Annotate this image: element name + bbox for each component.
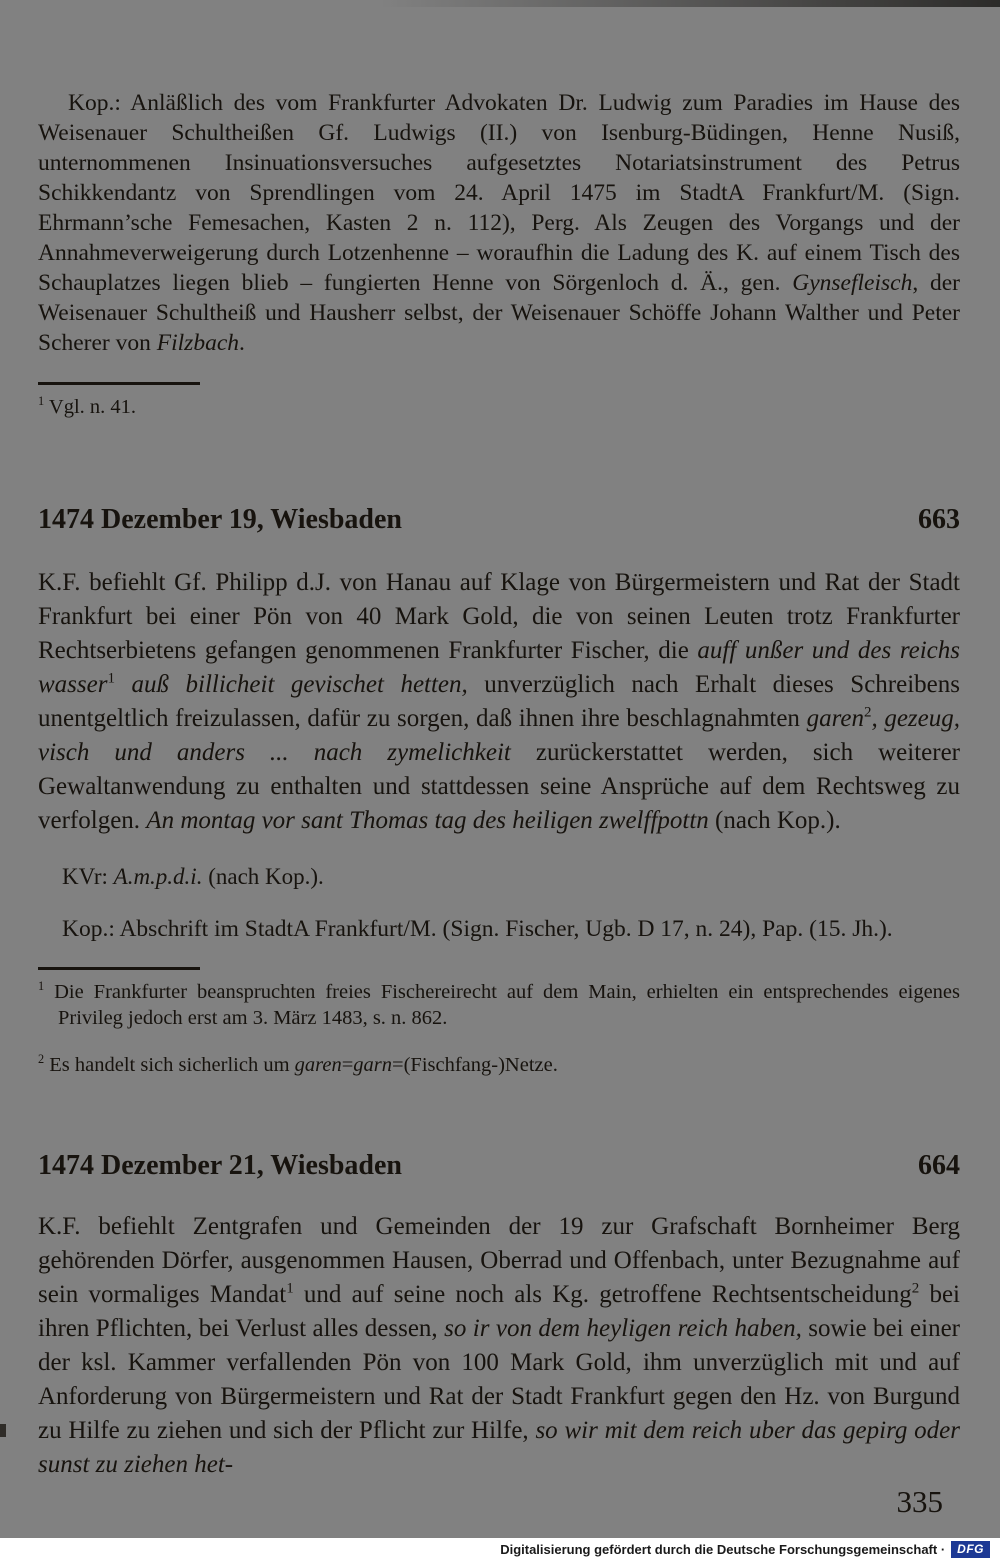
entry-664-number: 664 [918, 1149, 960, 1181]
carryover-footnote: $^1$ Vgl. n. 41. [38, 393, 137, 418]
entry-663-footnote-1: $^1$ Die Frankfurter beanspruchten freies Fischereirecht auf dem Main, erhielten ein entsprechendes eigenes Privileg jedoch erst am 3. März 1483, s. n. 862. [38, 979, 960, 1029]
entry-663-date: 1474 Dezember 19, Wiesbaden [38, 503, 402, 535]
carryover-kop-paragraph: Kop.: Anläßlich des vom Frankfurter Advokaten Dr. Ludwig zum Paradies im Hause des Weisenauer Schultheißen Gf. Ludwigs (II.) von Isenburg-Büdingen, Henne Nusiß, unternommenen Insinuationsversuches aufgesetztes Notariatsinstrument des Petrus Schikkendantz von Sprendlingen vom 24. April 1475 im StadtA Frankfurt/M. (Sign. Ehrmann’sche Femesachen, Kasten 2 n. 112), Perg. Als Zeugen des Vorgangs und der Annahmeverweigerung durch Lotzenhenne – woraufhin die Ladung des K. auf einem Tisch des Schauplatzes liegen blieb – fungierten Henne von Sörgenloch d. Ä., gen. Gynsefleisch, der Weisenauer Schultheiß und Hausherr selbst, der Weisenauer Schöffe Johann Walther und Peter Scherer von Filzbach. [38, 90, 960, 356]
footnote-separator [38, 967, 200, 970]
digitization-footer [0, 1538, 1000, 1560]
entry-664-body: K.F. befiehlt Zentgrafen und Gemeinden der 19 zur Grafschaft Bornheimer Berg gehörenden Dörfer, ausgenommen Hausen, Oberrad und Offenbach, unter Bezugnahme auf sein vormaliges Mandat$^1$ und auf seine noch als Kg. getroffene Rechtsentscheidung$^2$ bei ihren Pflichten, bei Verlust alles dessen, so ir von dem heyligen reich haben, sowie bei einer der ksl. Kammer verfallenden Pön von 100 Mark Gold, ihm unverzüglich mit und auf Anforderung von Bürgermeistern und Rat der Stadt Frankfurt gegen den Hz. von Burgund zu Hilfe zu ziehen und sich der Pflicht zur Hilfe, so wir mit dem reich uber das gepirg oder sunst zu ziehen het- [38, 1212, 960, 1478]
page-content [38, 0, 960, 1507]
dfg-logo: DFG [951, 1541, 990, 1558]
entry-663-kop: Kop.: Abschrift im StadtA Frankfurt/M. (Sign. Fischer, Ugb. D 17, n. 24), Pap. (15. Jh.). [62, 915, 893, 942]
entry-663-heading [38, 504, 960, 536]
page-number: 335 [896, 1484, 943, 1519]
scan-artifact [0, 1424, 6, 1437]
entry-664-heading [38, 1150, 960, 1182]
digitization-credit-text: Digitalisierung gefördert durch die Deutsche Forschungsgemeinschaft · [500, 1541, 946, 1557]
entry-663-kvr: KVr: A.m.p.d.i. (nach Kop.). [62, 863, 324, 889]
entry-663-body: K.F. befiehlt Gf. Philipp d.J. von Hanau auf Klage von Bürgermeistern und Rat der Stadt Frankfurt bei einer Pön von 40 Mark Gold, die von seinen Leuten trotz Frankfurter Rechtserbietens gefangen genommenen Frankfurter Fischer, die auff unßer und des reichs wasser$^1$ auß billicheit gevischet hetten, unverzüglich nach Erhalt dieses Schreibens unentgeltlich freizulassen, dafür zu sorgen, daß ihnen ihre beschlagnahmten garen$^2$, gezeug, visch und anders ... nach zymelichkeit zurückerstattet werden, sich weiterer Gewaltanwendung zu enthalten und stattdessen seine Ansprüche auf dem Rechtsweg zu verfolgen. An montag vor sant Thomas tag des heiligen zwelffpottn (nach Kop.). [38, 568, 961, 834]
entry-663-footnote-2: $^2$ Es handelt sich sicherlich um garen=garn=(Fischfang-)Netze. [38, 1051, 558, 1076]
footnote-separator [38, 382, 200, 385]
entry-664-date: 1474 Dezember 21, Wiesbaden [38, 1149, 402, 1181]
entry-663-number: 663 [918, 503, 960, 535]
